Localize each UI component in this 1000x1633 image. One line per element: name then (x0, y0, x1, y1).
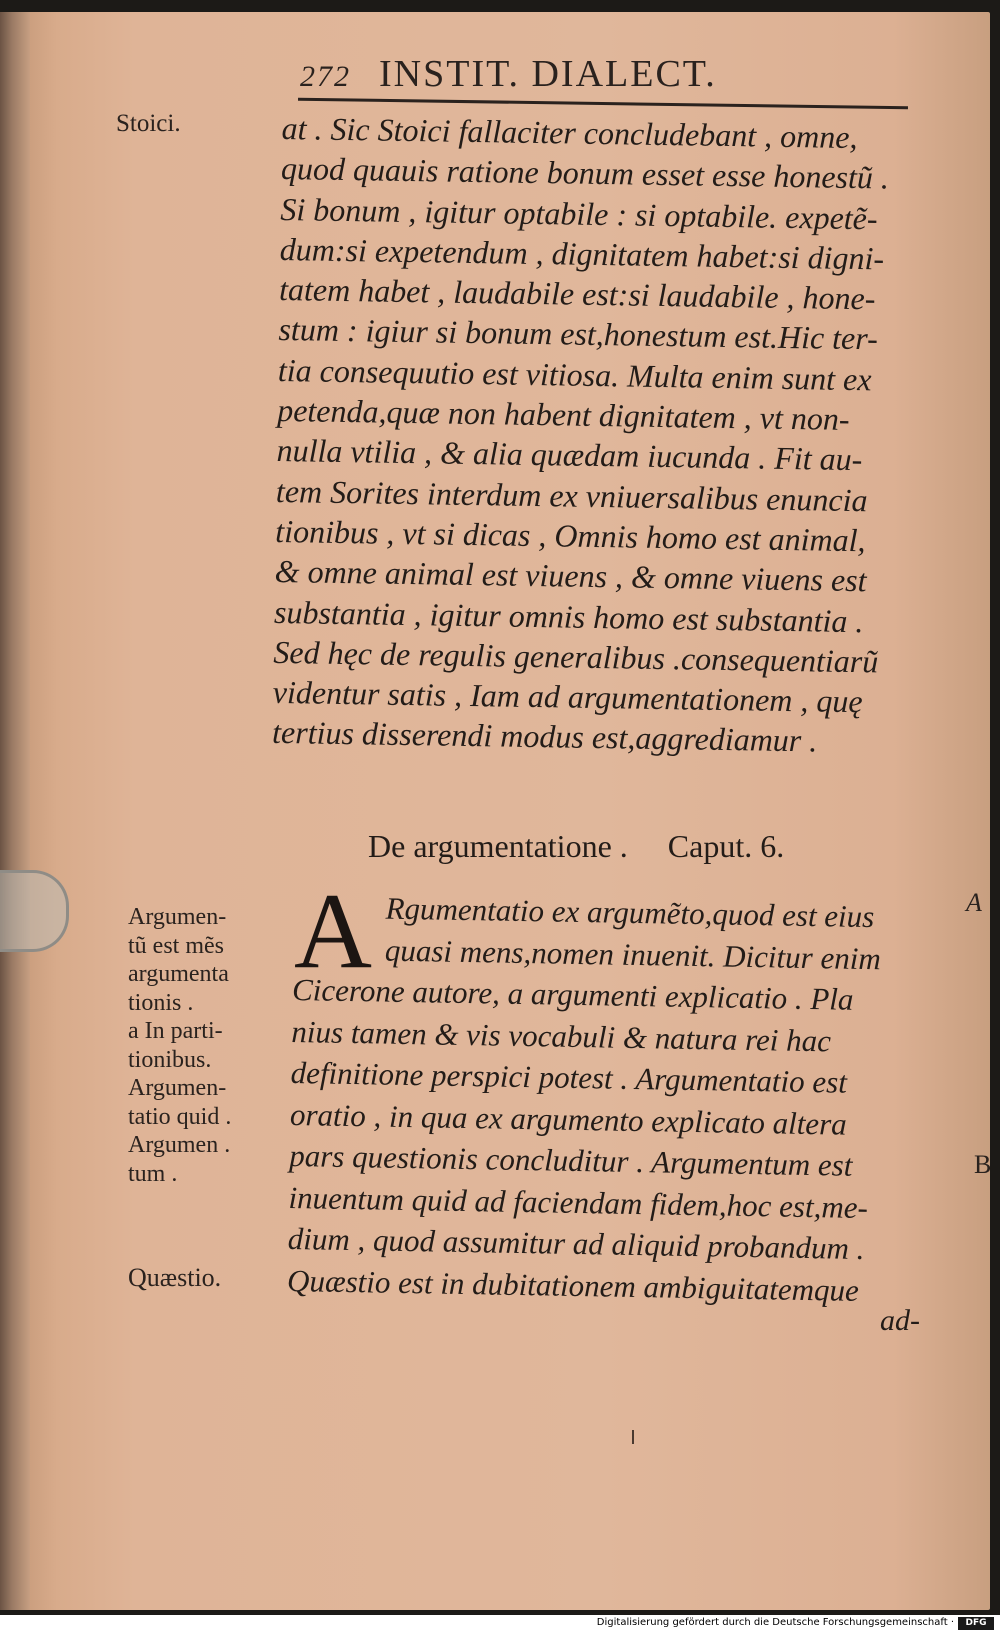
chapter-number: Caput. 6. (667, 828, 785, 864)
text-line: tertius disserendi modus est,aggrediamur . (271, 714, 818, 759)
body-text-top (272, 108, 982, 764)
page-number: 272 (300, 60, 351, 93)
text-line: videntur satis , Iam ad argumentationem , quę (272, 674, 863, 720)
margin-note-line: tatio quid . (128, 1103, 232, 1130)
running-title: INSTIT. DIALECT. (379, 53, 717, 95)
margin-notes (128, 903, 278, 1188)
text-line: at . Sic Stoici fallaciter concludebant , omne, (281, 109, 858, 156)
margin-note-line: Argumen- (128, 904, 227, 930)
text-line: Sed hęc de regulis generalibus .consequentiarũ (273, 633, 879, 680)
text-line: dum:si expetendum , dignitatem habet:si digni- (279, 230, 885, 277)
text-line: Rgumentatio ex argumẽto,quod est eius (385, 890, 875, 935)
margin-note-quaestio: Quæstio. (128, 1263, 222, 1292)
text-line: dium , quod assumitur ad aliquid probandum . (287, 1220, 865, 1267)
footer-credit: Digitalisierung gefördert durch die Deutsche Forschungsgemeinschaft · (596, 1617, 954, 1628)
text-line: stum : igiur si bonum est,honestum est.Hic ter- (278, 311, 879, 357)
margin-note-line: tũ est mẽs (128, 932, 224, 959)
ink-mark (632, 1430, 634, 1444)
chapter-heading (368, 828, 928, 865)
text-line: petenda,quæ non habent dignitatem , vt non- (276, 392, 850, 438)
dfg-logo: DFG (958, 1617, 994, 1630)
margin-note-line: tionis . (128, 989, 194, 1016)
text-line: nulla vtilia , & alia quædam iucunda . Fit au- (276, 432, 863, 478)
text-line: tionibus , vt si dicas , Omnis homo est animal, (275, 512, 866, 559)
catchword: ad- (880, 1304, 920, 1337)
text-line: pars questionis concluditur . Argumentum est (288, 1137, 853, 1183)
margin-note-line: argumenta (128, 961, 229, 987)
text-line: quasi mens,nomen inuenit. Dicitur enim (384, 932, 882, 976)
bookmark-clip (0, 870, 69, 952)
drop-cap: A (294, 872, 372, 991)
text-line: definitione perspici potest . Argumentatio est (290, 1054, 848, 1100)
margin-note-line: Argumen . (128, 1132, 231, 1158)
text-line: quod quauis ratione bonum esset esse honestũ . (280, 150, 890, 196)
text-line: tem Sorites interdum ex vniuersalibus enuncia (275, 472, 868, 518)
margin-note-line: tionibus. (128, 1046, 212, 1073)
body-text-chapter (286, 872, 984, 1313)
book-gutter (0, 12, 30, 1610)
footer-bar (0, 1615, 1000, 1633)
text-line: & omne animal est viuens , & omne viuens est (274, 553, 867, 599)
chapter-title: De argumentatione . (368, 828, 628, 864)
margin-note-line: tum . (128, 1160, 178, 1187)
running-header (300, 52, 900, 102)
edge-letter-a: A (966, 888, 982, 917)
text-line: Si bonum , igitur optabile : si optabile. expetẽ- (280, 190, 878, 236)
text-line: Quæstio est in dubitationem ambiguitatemque (286, 1262, 860, 1308)
text-line: substantia , igitur omnis homo est substantia . (273, 593, 864, 639)
text-line: tatem habet , laudabile est:si laudabile , hone- (278, 271, 876, 317)
text-line: oratio , in qua ex argumento explicato altera (289, 1096, 848, 1142)
margin-note-stoici: Stoici. (116, 110, 181, 137)
text-line: Cicerone autore, a argumenti explicatio . Pla (291, 971, 854, 1017)
text-line: inuentum quid ad faciendam fidem,hoc est,me- (288, 1179, 869, 1225)
margin-note-line: Argumen- (128, 1075, 227, 1101)
text-line: tia consequutio est vitiosa. Multa enim sunt ex (277, 351, 872, 398)
edge-letter-b: B (974, 1150, 992, 1179)
margin-note-line: a In parti- (128, 1018, 223, 1044)
text-line: nius tamen & vis vocabuli & natura rei hac (291, 1013, 832, 1058)
